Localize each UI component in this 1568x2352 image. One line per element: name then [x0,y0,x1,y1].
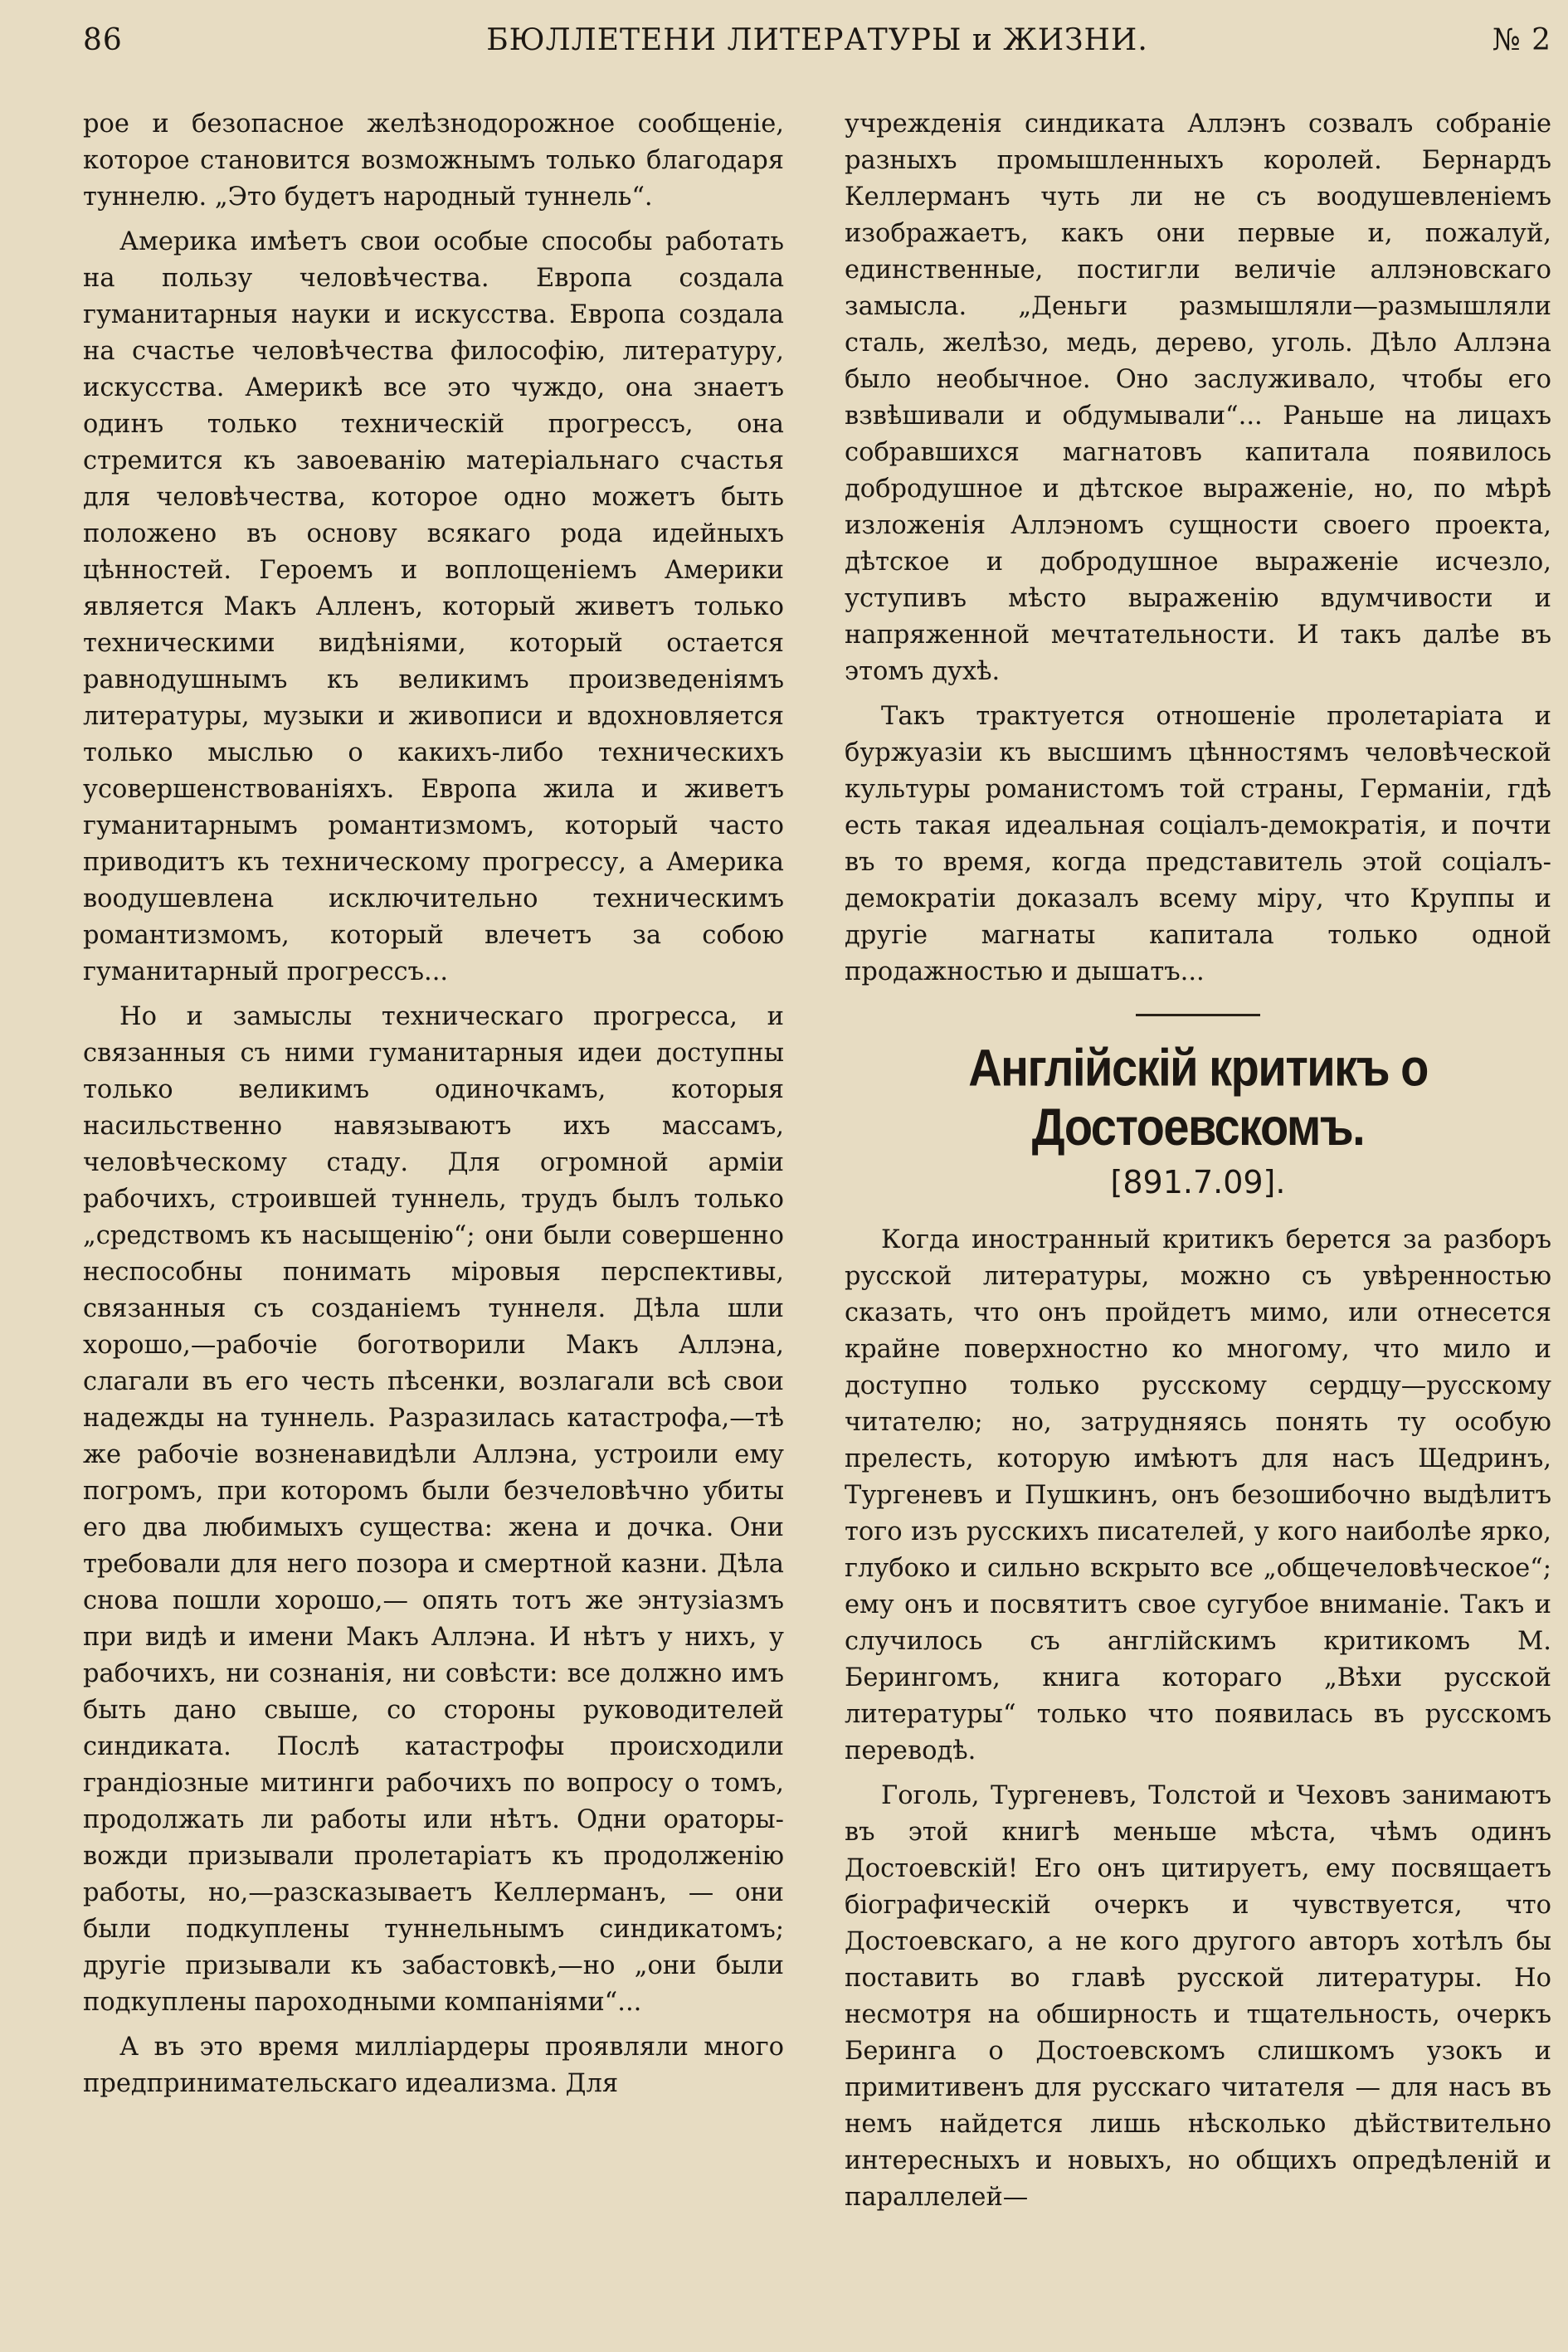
issue-number: № 2 [1492,23,1551,57]
paragraph: Но и замыслы техническаго прогресса, и связанныя съ ними гуманитарныя идеи доступны только великимъ одиночкамъ, которыя насильственно навязываютъ ихъ массамъ, человѣческому стаду. Для огромной арміи рабочихъ, строившей туннель, трудъ былъ только „средствомъ къ насыщенію“; они были совершенно неспособны понимать міровыя перспективы, связанныя съ созданіемъ туннеля. Дѣла шли хорошо,—рабочіе боготворили Макъ Аллэна, слагали въ его честь пѣсенки, возлагали всѣ свои надежды на туннель. Разразилась катастрофа,—тѣ же рабочіе возненавидѣли Аллэна, устроили ему погромъ, при которомъ были безчеловѣчно убиты его два любимыхъ существа: жена и дочка. Они требовали для него позора и смертной казни. Дѣла снова пошли хорошо,— опять тотъ же энтузіазмъ при видѣ и имени Макъ Аллэна. И нѣтъ у нихъ, у рабочихъ, ни сознанія, ни совѣсти: все должно имъ быть дано свыше, со стороны руководителей синдиката. Послѣ катастрофы происходили грандіозные митинги рабочихъ по вопросу о томъ, продолжать ли работы или нѣтъ. Одни ораторы-вожди призывали пролетаріатъ къ продолженію работы, но,—разсказываетъ Келлерманъ, — они были подкуплены туннельнымъ синдикатомъ; другіе призывали къ забастовкѣ,—но „они были подкуплены пароходными компаніями“... [83,1002,784,2017]
journal-title: БЮЛЛЕТЕНИ ЛИТЕРАТУРЫ и ЖИЗНИ. [486,23,1148,57]
paragraph: учрежденія синдиката Аллэнъ созвалъ собраніе разныхъ промышленныхъ королей. Бернардъ Келлерманъ чуть ли не съ воодушевленіемъ изображаетъ, какъ они первые и, пожалуй, единственные, постигли величіе аллэновскаго замысла. „Деньги размышляли—размышляли сталь, желѣзо, медь, дерево, уголь. Дѣло Аллэна было необычное. Оно заслуживало, чтобы его взвѣшивали и обдумывали“... Раньше на лицахъ собравшихся магнатовъ капитала появилось добродушное и дѣтское выраженіе, но, по мѣрѣ изложенія Аллэномъ сущности своего проекта, дѣтское и добродушное выраженіе исчезло, уступивъ мѣсто выраженію вдумчивости и напряженной мечтательности. И такъ далѣе въ этомъ духѣ. [845,110,1551,686]
left-column [83,106,784,2111]
right-column [845,106,1551,2224]
paragraph: Такъ трактуется отношеніе пролетаріата и буржуазіи къ высшимъ цѣнностямъ человѣческой культуры романистомъ той страны, Германіи, гдѣ есть такая идеальная соціалъ-демократія, и почти въ то время, когда представитель этой соціалъ-демократіи доказалъ всему міру, что Круппы и другіе магнаты капитала только одной продажностью и дышатъ... [845,702,1551,986]
paragraph: Когда иностранный критикъ берется за разборъ русской литературы, можно съ увѣренностью сказать, что онъ пройдетъ мимо, или отнесется крайне поверхностно ко многому, что мило и доступно только русскому сердцу—русскому читателю; но, затрудняясь понять ту особую прелесть, которую имѣютъ для насъ Щедринъ, Тургеневъ и Пушкинъ, онъ безошибочно выдѣлитъ того изъ русскихъ писателей, у кого наиболѣе ярко, глубоко и сильно вскрыто все „общечеловѣческое“; ему онъ и посвятитъ свое сугубое вниманіе. Такъ и случилось съ англійскимъ критикомъ М. Берингомъ, книга котораго „Вѣхи русской литературы“ только что появилась въ русскомъ переводѣ. [845,1225,1551,1765]
page-header [83,23,1551,73]
section-divider [1136,1014,1260,1016]
paragraph: Америка имѣетъ свои особые способы работать на пользу человѣчества. Европа создала гуманитарныя науки и искусства. Европа создала на счастье человѣчества философію, литературу, искусства. Америкѣ все это чуждо, она знаетъ одинъ только техническій прогрессъ, она стремится къ завоеванію матеріальнаго счастья для человѣчества, которое одно можетъ быть положено въ основу всякаго рода идейныхъ цѣнностей. Героемъ и воплощеніемъ Америки является Макъ Алленъ, который живетъ только техническими видѣніями, который остается равнодушнымъ къ великимъ произведеніямъ литературы, музыки и живописи и вдохновляется только мыслью о какихъ-либо техническихъ усовершенствованіяхъ. Европа жила и живетъ гуманитарнымъ романтизмомъ, который часто приводитъ къ техническому прогрессу, а Америка воодушевлена исключительно техническимъ романтизмомъ, который влечетъ за собою гуманитарный прогрессъ... [83,227,784,986]
paragraph: рое и безопасное желѣзнодорожное сообщеніе, которое становится возможнымъ только благодаря туннелю. „Это будетъ народный туннель“. [83,110,784,212]
page-number: 86 [83,23,123,57]
paragraph: Гоголь, Тургеневъ, Толстой и Чеховъ занимаютъ въ этой книгѣ меньше мѣста, чѣмъ одинъ Достоевскій! Его онъ цитируетъ, ему посвящаетъ біографическій очеркъ и чувствуется, что Достоевскаго, а не кого другого авторъ хотѣлъ бы поставить во главѣ русской литературы. Но несмотря на обширность и тщательность, очеркъ Беринга о Достоевскомъ слишкомъ узокъ и примитивенъ для русскаго читателя — для насъ въ немъ найдется лишь нѣсколько дѣйствительно интересныхъ и новыхъ, но общихъ опредѣленій и параллелей— [845,1781,1551,2212]
article-title: Англійскій критикъ о Достоевскомъ. [968,1038,1428,1157]
article-classification-code: [891.7.09]. [1110,1164,1286,1200]
paragraph: А въ это время милліардеры проявляли много предпринимательскаго идеализма. Для [83,2033,784,2098]
